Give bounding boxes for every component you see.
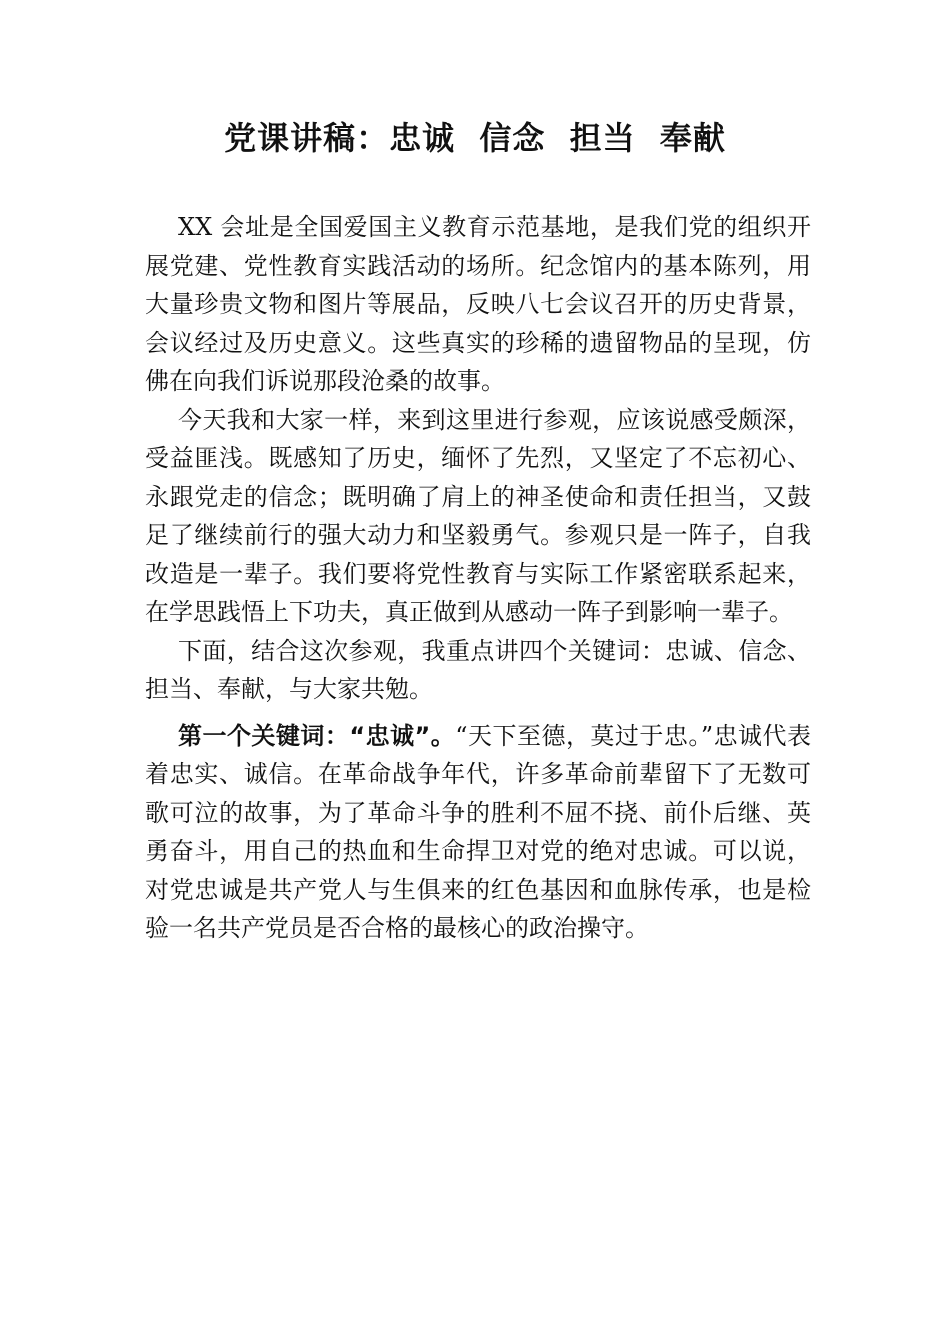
paragraph-intro: XX 会址是全国爱国主义教育示范基地，是我们党的组织开展党建、党性教育实践活动的场所。纪念馆内的基本陈列，用大量珍贵文物和图片等展品，反映八七会议召开的历史背景，会议经过及历史意义。这些真实的珍稀的遗留物品的呈现，仿佛在向我们诉说那段沧桑的故事。 (145, 213, 811, 395)
section-loyalty (145, 717, 811, 948)
document-title: 党课讲稿：忠诚 信念 担当 奉献 (224, 119, 726, 157)
section-loyalty-heading: 第一个关键词：“忠诚”。 (178, 721, 456, 750)
section-loyalty-text: “天下至德，莫过于忠。”忠诚代表着忠实、诚信。在革命战争年代，许多革命前辈留下了无数可歌可泣的故事，为了革命斗争的胜利不屈不挠、前仆后继、英勇奋斗，用自己的热血和生命捍卫对党的绝对忠诚。可以说，对党忠诚是共产党人与生俱来的红色基因和血脉传承，也是检验一名共产党员是否合格的最核心的政治操守。 (145, 721, 812, 942)
paragraph-keywords-overview: 下面，结合这次参观，我重点讲四个关键词：忠诚、信念、担当、奉献，与大家共勉。 (145, 636, 811, 703)
paragraph-visit-reflection: 今天我和大家一样，来到这里进行参观，应该说感受颇深，受益匪浅。既感知了历史，缅怀了先烈，又坚定了不忘初心、永跟党走的信念；既明确了肩上的神圣使命和责任担当，又鼓足了继续前行的强大动力和坚毅勇气。参观只是一阵子，自我改造是一辈子。我们要将党性教育与实际工作紧密联系起来，在学思践悟上下功夫，真正做到从感动一阵子到影响一辈子。 (145, 405, 811, 626)
document-body (145, 208, 811, 948)
